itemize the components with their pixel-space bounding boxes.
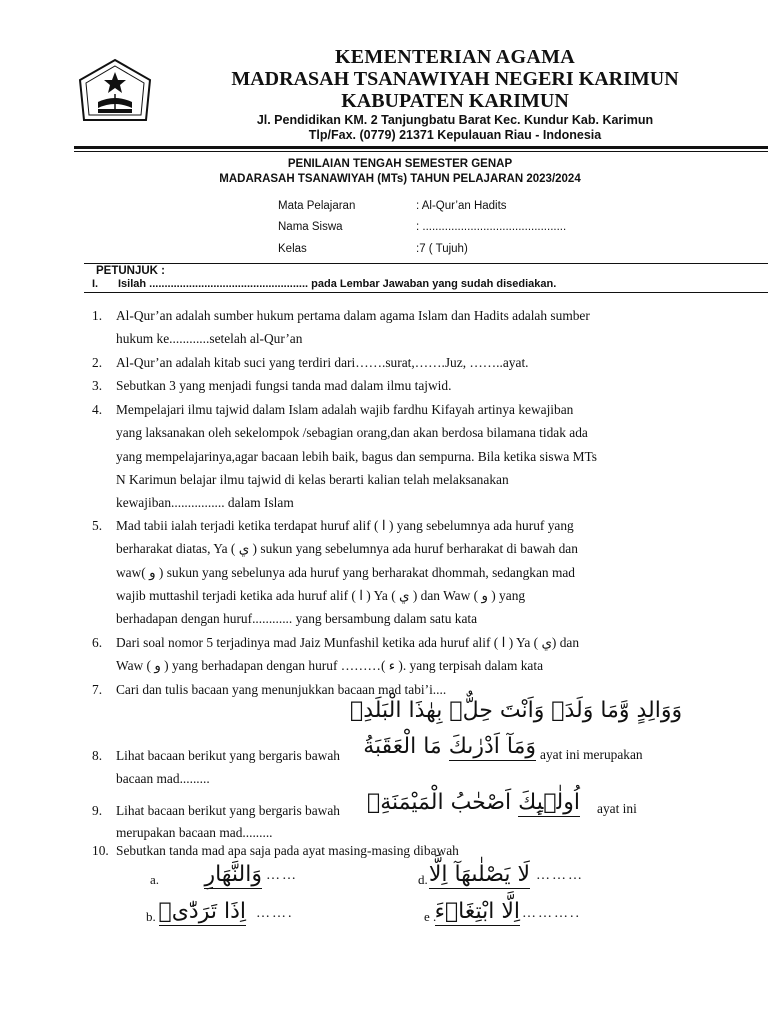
info-label-class: Kelas xyxy=(278,243,307,255)
ayah-q8 xyxy=(363,734,536,759)
item-arabic-b xyxy=(158,899,246,924)
question-number: 1. xyxy=(92,308,103,323)
instructions-number: I. xyxy=(92,278,99,290)
question-line: kewajiban................ dalam Islam xyxy=(116,495,294,511)
question-1 xyxy=(92,304,678,351)
question-line: Sebutkan 3 yang menjadi fungsi tanda mad dalam ilmu tajwid. xyxy=(116,378,452,393)
question-number: 10. xyxy=(92,843,109,858)
school-address: Jl. Pendidikan KM. 2 Tanjungbatu Barat Kec. Kundur Kab. Karimun xyxy=(256,113,654,127)
question-8-tail: ayat ini merupakan xyxy=(540,747,643,762)
letterhead-rule-thick xyxy=(74,146,768,149)
question-line: Cari dan tulis bacaan yang menunjukkan bacaan mad tabi’i.... xyxy=(116,682,447,697)
question-line: berharakat diatas, Ya ( ي ) sukun yang sebelumnya ada huruf berharakat di bawah dan xyxy=(116,541,578,557)
ministry-emblem-icon xyxy=(76,58,154,128)
question-number: 7. xyxy=(92,682,103,697)
item-arabic-e xyxy=(434,899,520,924)
info-label-student: Nama Siswa xyxy=(278,221,343,233)
question-line: Mempelajari ilmu tajwid dalam Islam adalah wajib fardhu Kifayah artinya kewajiban xyxy=(116,402,574,417)
info-value-student: : ............................................. xyxy=(416,221,567,233)
question-line: Al-Qur’an adalah sumber hukum pertama dalam agama Islam dan Hadits adalah sumber xyxy=(116,308,590,323)
school-name: MADRASAH TSANAWIYAH NEGERI KARIMUN xyxy=(231,68,679,90)
question-5 xyxy=(92,514,678,630)
question-line: N Karimun belajar ilmu tajwid di kelas berarti kalian telah melaksanakan xyxy=(116,471,509,487)
question-number: 3. xyxy=(92,378,103,393)
item-arabic-b-text: اِذَا تَرَدّٰىۗ xyxy=(158,899,246,924)
question-line: Lihat bacaan berikut yang bergaris bawah xyxy=(116,803,340,818)
question-8-line2: bacaan mad......... xyxy=(116,771,210,786)
item-arabic-e-text: اِلَّا ابْتِغَاۤءَ xyxy=(434,899,520,924)
item-letter-e: e . xyxy=(424,909,437,924)
item-letter-a: a. xyxy=(150,872,160,887)
exam-title: PENILAIAN TENGAH SEMESTER GENAP xyxy=(287,158,513,170)
ayah-q8-underlined: وَمَآ اَدْرٰىكَ xyxy=(448,734,536,759)
question-9-line2: merupakan bacaan mad......... xyxy=(116,825,273,840)
question-line: waw( و ) sukun yang sebelunya ada huruf yang berharakat dhommah, sedangkan mad xyxy=(116,564,576,580)
question-number: 8. xyxy=(92,748,103,763)
question-line: Al-Qur’an adalah kitab suci yang terdiri dari…….surat,…….Juz, ……..ayat. xyxy=(116,355,529,370)
instructions-label: PETUNJUK : xyxy=(96,265,166,277)
question-number: 5. xyxy=(92,518,103,533)
question-line: yang laksanakan oleh sekelompok /sebagian orang,dan akan berdosa bilamana tidak ada xyxy=(116,425,588,441)
item-letter-d: d. xyxy=(418,872,428,887)
item-dots-b: ……. xyxy=(256,906,294,921)
question-number: 9. xyxy=(92,803,103,818)
item-dots-e: ……….. xyxy=(522,906,581,921)
question-number: 6. xyxy=(92,635,103,650)
instructions-rule-bottom xyxy=(84,292,768,293)
regency-name: KABUPATEN KARIMUN xyxy=(341,90,569,112)
ayah-q9-plain: اَصْحٰبُ الْمَيْمَنَةِۗ xyxy=(367,790,512,815)
question-line: Sebutkan tanda mad apa saja pada ayat masing-masing dibawah xyxy=(116,843,459,858)
info-label-subject: Mata Pelajaran xyxy=(278,200,356,212)
ministry-logo xyxy=(76,58,154,128)
ministry-name: KEMENTERIAN AGAMA xyxy=(334,46,576,68)
question-3 xyxy=(92,374,678,397)
question-10 xyxy=(92,839,678,862)
instructions-rule-top xyxy=(84,263,768,264)
item-arabic-d-text: لَا يَصْلٰىهَآ اِلَّا xyxy=(428,862,530,887)
question-line: yang mempelajarinya,agar bacaan lebih baik, bagus dan sempurna. Bila ketika siswa MTs xyxy=(116,448,597,464)
instructions-line xyxy=(92,278,556,290)
question-line: Mad tabii ialah terjadi ketika terdapat huruf alif ( ا ) yang sebelumnya ada huruf yang xyxy=(116,518,574,533)
question-4 xyxy=(92,398,678,514)
question-number: 2. xyxy=(92,355,103,370)
item-letter-b: b. xyxy=(146,909,156,924)
item-arabic-a-text: وَالنَّهَارِ xyxy=(204,862,262,887)
question-line: hukum ke............setelah al-Qur’an xyxy=(116,331,303,347)
question-line: Waw ( و ) yang berhadapan dengan huruf ………( ء ). yang terpisah dalam kata xyxy=(116,658,544,674)
item-arabic-a xyxy=(182,862,262,887)
ayah-q7: وَوَالِدٍ وَّمَا وَلَدَۙ وَاَنْتَ حِلٌّۢ بِهٰذَا الْبَلَدِۙ xyxy=(350,698,683,723)
item-arabic-d xyxy=(430,862,530,887)
question-line: wajib muttashil terjadi ketika ada huruf alif ( ا ) Ya ( ي ) dan Waw ( و ) yang xyxy=(116,587,526,603)
exam-subtitle: MADARASAH TSANAWIYAH (MTs) TAHUN PELAJARAN 2023/2024 xyxy=(219,173,581,185)
letterhead-rule-thin xyxy=(74,151,768,152)
question-6 xyxy=(92,631,678,678)
instructions-text: Isilah .................................................... pada Lembar Jawaban yang sudah disediakan. xyxy=(118,278,557,290)
item-dots-d: ……… xyxy=(536,868,584,883)
info-value-subject: : Al-Qur’an Hadits xyxy=(416,200,507,212)
question-number: 4. xyxy=(92,402,103,417)
question-9-tail: ayat ini xyxy=(597,801,637,816)
question-line: Lihat bacaan berikut yang bergaris bawah xyxy=(116,748,340,763)
school-contact: Tlp/Fax. (0779) 21371 Kepulauan Riau - Indonesia xyxy=(308,128,602,142)
question-line: berhadapan dengan huruf............ yang bersambung dalam satu kata xyxy=(116,611,478,627)
question-line: Dari soal nomor 5 terjadinya mad Jaiz Munfashil ketika ada huruf alif ( ا ) Ya ( ي) dan xyxy=(116,635,580,650)
ayah-q9 xyxy=(367,790,580,815)
question-2 xyxy=(92,351,678,374)
ayah-q9-underlined: اُولٰۤىِٕكَ xyxy=(518,790,580,815)
ayah-q8-plain: مَا الْعَقَبَةُ xyxy=(363,734,442,759)
info-value-class: :7 ( Tujuh) xyxy=(416,243,468,255)
item-dots-a: …… xyxy=(266,868,298,883)
